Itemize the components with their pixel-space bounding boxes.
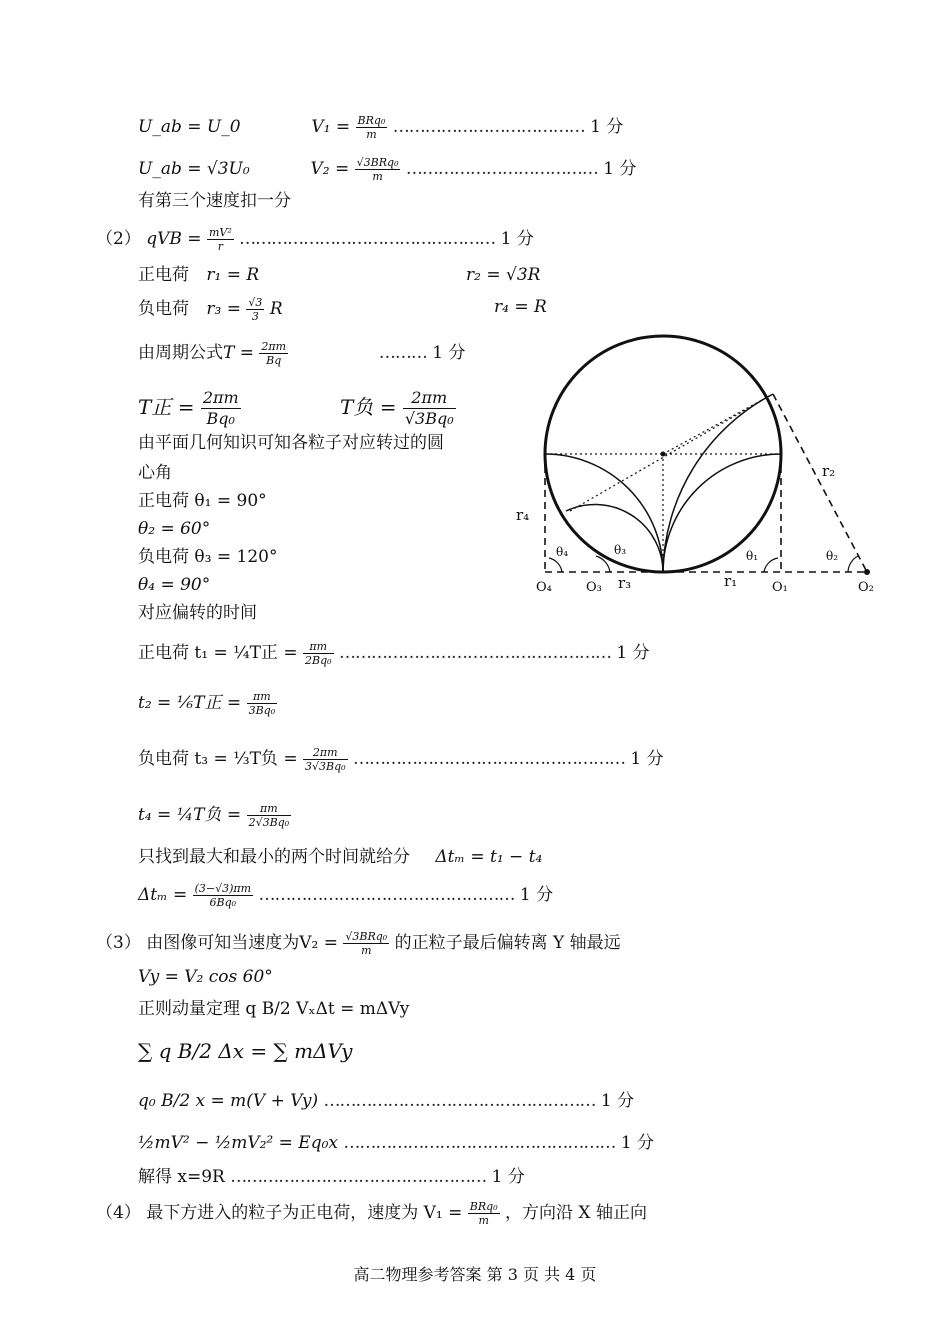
neg-charge-line [138,296,283,323]
energy-line [138,1132,654,1154]
label: 负电荷 [138,299,189,319]
eq: Δtₘ = t₁ − t₄ [435,847,543,867]
arc-r1 [663,454,781,572]
t3-line [138,746,664,773]
label-r3: r₃ [618,574,632,592]
dots: ………………………………………… [230,1167,487,1187]
label-r4: r₄ [516,506,530,524]
dots: …………………………………………… [343,1133,616,1153]
part4-line [96,1200,647,1227]
fraction: √3BRq₀ m [345,930,388,957]
theta3: 负电荷 θ₃ = 120° [138,547,278,567]
label-o4: O₄ [536,580,552,595]
r1: r₁ = R [206,265,260,285]
r4: r₄ = R [494,297,547,317]
fraction: $\frac{2\pi m}{\text{√3Bq₀}}$ [404,388,454,428]
time-text: 对应偏转的时间 [138,603,257,623]
label-theta3: θ₃ [614,543,627,557]
text-tail: ，方向沿 X 轴正向 [505,1203,647,1223]
dots: …………………………………………… [352,749,625,769]
o2-point [864,569,870,575]
uab-eq-2: U_ab = √3U₀ [138,159,250,179]
text: 由图像可知当速度为V₂ = [146,933,338,953]
tneg-line [340,388,456,429]
pos-charge-line [138,264,259,286]
eq: ½mV² − ½mV₂² = Eq₀x [138,1133,338,1153]
dots: ……………………………… [392,117,585,137]
eq: t₂ = ⅙T正 = [138,693,242,713]
maxmin-line [138,846,542,868]
eq: 正电荷 t₁ = ¼T正 = [138,643,298,663]
fraction: $\frac{\text{mV²}}{r}$ [208,226,232,253]
tpos-line [138,388,241,429]
score: 1 分 [491,1167,525,1187]
part3-line [96,930,621,957]
score: 1 分 [630,749,664,769]
score: 1 分 [500,229,534,249]
label-o3: O₃ [586,580,602,595]
geom-line-2: 心角 [138,463,172,483]
center-point [661,452,666,457]
part-label: （2） [96,229,141,249]
dots: ………………………………………… [239,229,496,249]
score: 1 分 [600,1091,635,1111]
fraction: BRq₀ m [469,1200,498,1227]
fraction: $\frac{(3-√3)\pi m}{\text{6Bq₀}}$ [194,882,252,909]
page-footer: 高二物理参考答案 第 3 页 共 4 页 [353,1265,597,1284]
chord [570,394,773,511]
t2-line [138,690,277,717]
label-r2: r₂ [822,462,836,480]
label: 正电荷 [138,265,189,285]
label-theta1: θ₁ [746,549,759,563]
t1-line [138,640,650,667]
eq: q₀ B/2 x = m(V + Vy) [138,1091,319,1111]
score: 1 分 [616,643,650,663]
eq: T负 = [340,395,397,419]
r2-line [773,394,867,572]
momentum-line: 正则动量定理 q B/2 VₓΔt = mΔVy [138,999,410,1019]
label-r1: r₁ [724,572,738,590]
label: 只找到最大和最小的两个时间就给分 [138,847,410,867]
vy-line: Vy = V₂ cos 60° [138,967,273,987]
q0-line [138,1090,634,1112]
dots: ……… [378,343,427,363]
label-o1: O₁ [772,580,788,595]
text-tail: 的正粒子最后偏转离 Y 轴最远 [394,933,621,953]
dots: ………………………………………… [258,885,515,905]
v1-label: V₁ = [311,117,351,137]
line-uab-sqrt3 [138,156,637,183]
angle-mark-1 [764,558,778,572]
score: 1 分 [620,1133,655,1153]
label: 由周期公式 [138,343,223,363]
eq: Δtₘ = [138,885,188,905]
theta4: θ₄ = 90° [138,575,211,595]
text: 最下方进入的粒子为正电荷，速度为 V₁ = [146,1203,463,1223]
label-o2: O₂ [858,580,874,595]
v2-fraction: √3BRq₀ m [356,156,399,183]
dtm-line [138,882,553,909]
angle-mark-2 [848,556,858,572]
eq: 负电荷 t₃ = ⅓T负 = [138,749,298,769]
angle-mark-4 [549,558,562,572]
geom-line-1: 由平面几何知识可知各粒子对应转过的圆 [138,433,444,453]
v2-label: V₂ = [310,159,350,179]
fraction: $\frac{\pi m}{\text{2√3Bq₀}}$ [248,802,290,829]
score: 1 分 [519,885,554,905]
line-uab-u0 [138,114,623,141]
score: 1 分 [603,159,637,179]
r3: r₃ = [206,299,241,319]
part2-formula [96,226,534,253]
period-line [138,340,466,367]
fraction: $\frac{2\pi m}{Bq}$ [261,340,287,367]
eq: T = [223,343,254,363]
dots: …………………………………………… [323,1091,596,1111]
theta2: θ₂ = 60° [138,519,211,539]
v1-fraction: BRq₀ m [357,114,386,141]
fraction: $\frac{2\pi m}{\text{Bq₀}}$ [202,388,239,428]
eq: 解得 x=9R [138,1167,225,1187]
fraction: $\frac{\pi m}{\text{2Bq₀}}$ [304,640,332,667]
sum-line: ∑ q B/2 Δx = ∑ mΔVy [138,1039,353,1063]
r2: r₂ = √3R [466,265,541,285]
part-label: （3） [96,933,141,953]
label-theta4: θ₄ [556,545,569,559]
fraction: $\frac{2\pi m}{\text{3√3Bq₀}}$ [304,746,346,773]
dots: …………………………………………… [338,643,611,663]
t4-line [138,802,291,829]
theta1: 正电荷 θ₁ = 90° [138,491,267,511]
fraction: $\frac{√3}{3}$ [248,296,263,323]
solve-line [138,1166,525,1188]
eq: t₄ = ¼T负 = [138,805,242,825]
part-label: （4） [96,1203,141,1223]
score: 1 分 [590,117,624,137]
label-theta2: θ₂ [826,549,839,563]
fraction: $\frac{\pi m}{\text{3Bq₀}}$ [248,690,276,717]
dots: ……………………………… [405,159,598,179]
arc-r2 [663,394,773,572]
uab-eq: U_ab = U_0 [138,117,241,137]
eq: T正 = [138,395,195,419]
score: 1 分 [432,343,466,363]
deduct-note: 有第三个速度扣一分 [138,191,291,211]
r-tail: R [269,299,283,319]
trajectory-diagram [500,326,900,606]
eq: qVB = [146,229,202,249]
